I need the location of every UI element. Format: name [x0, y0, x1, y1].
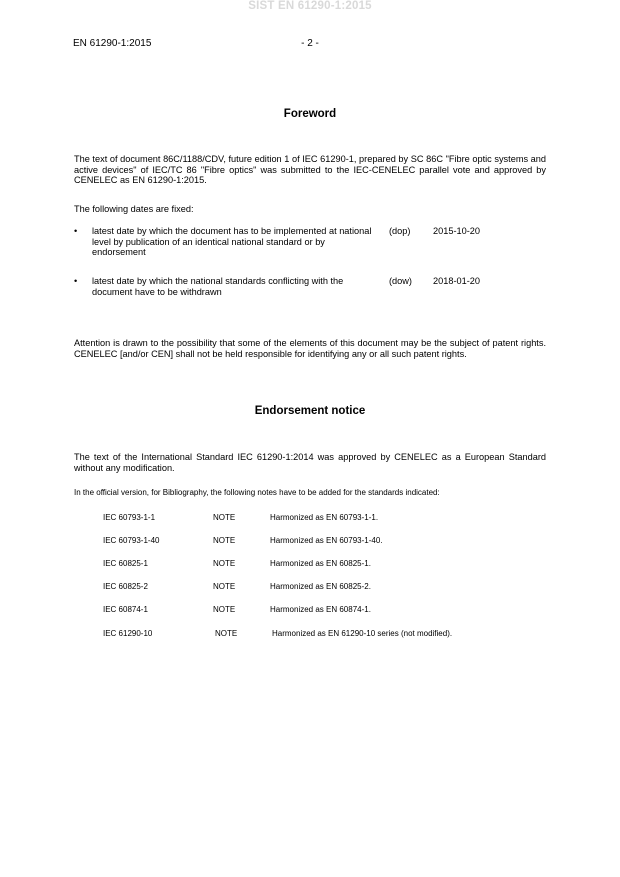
date-item-date: 2015-10-20 [433, 226, 480, 236]
note-text: Harmonized as EN 60874-1. [270, 605, 371, 614]
bibliography-intro: In the official version, for Bibliography, the following notes have to be added for the standards indicated: [74, 488, 440, 497]
note-label: NOTE [215, 629, 238, 638]
date-item-code: (dow) [389, 276, 412, 286]
note-standard: IEC 60874-1 [103, 605, 148, 614]
bullet-dot: • [74, 226, 78, 236]
note-standard: IEC 60825-1 [103, 559, 148, 568]
note-standard: IEC 60825-2 [103, 582, 148, 591]
bullet-dot: • [74, 276, 78, 286]
date-item-code: (dop) [389, 226, 411, 236]
note-label: NOTE [213, 582, 236, 591]
patent-attention-paragraph: Attention is drawn to the possibility that some of the elements of this document may be the subject of patent rights. CENELEC [and/or CEN] shall not be held responsible for identifying any or all such patent rights. [74, 338, 546, 359]
note-standard: IEC 60793-1-1 [103, 513, 156, 522]
note-label: NOTE [213, 559, 236, 568]
note-text: Harmonized as EN 60825-2. [270, 582, 371, 591]
endorsement-title: Endorsement notice [254, 405, 366, 417]
date-item-text: latest date by which the national standards conflicting with the document have to be withdrawn [92, 276, 344, 297]
watermark: SIST EN 61290-1:2015 [248, 0, 372, 12]
foreword-title: Foreword [283, 108, 337, 120]
note-text: Harmonized as EN 60793-1-1. [270, 513, 379, 522]
endorsement-paragraph: The text of the International Standard IEC 61290-1:2014 was approved by CENELEC as a European Standard without any modification. [74, 452, 546, 473]
dates-intro: The following dates are fixed: [74, 204, 194, 214]
note-text: Harmonized as EN 60825-1. [270, 559, 371, 568]
note-text: Harmonized as EN 60793-1-40. [270, 536, 383, 545]
foreword-paragraph: The text of document 86C/1188/CDV, future edition 1 of IEC 61290-1, prepared by SC 86C "Fibre optic systems and active devices" of IEC/TC 86 "Fibre optics" was submitted to the IEC-CENELEC parallel vote and approved by CENELEC as EN 61290-1:2015. [74, 154, 546, 186]
note-standard: IEC 60793-1-40 [103, 536, 160, 545]
note-label: NOTE [213, 513, 236, 522]
date-item-date: 2018-01-20 [433, 276, 480, 286]
header-doc-id: EN 61290-1:2015 [73, 38, 152, 49]
note-label: NOTE [213, 536, 236, 545]
header-page-number: - 2 - [301, 38, 319, 49]
note-text: Harmonized as EN 61290-10 series (not modified). [272, 629, 453, 638]
note-label: NOTE [213, 605, 236, 614]
date-item-text: latest date by which the document has to be implemented at national level by publication of an identical national standard or by endorsement [92, 226, 372, 258]
note-standard: IEC 61290-10 [103, 629, 153, 638]
